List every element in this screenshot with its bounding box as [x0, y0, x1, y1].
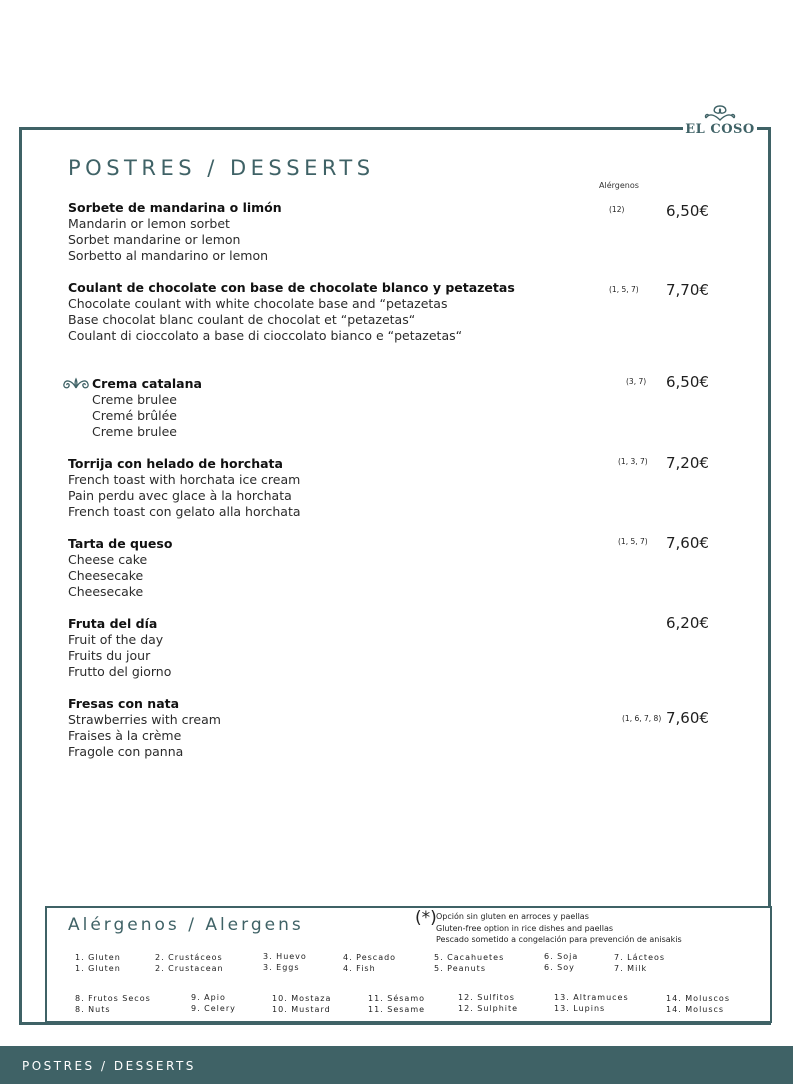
item-price: 7,20€ [666, 454, 709, 472]
item-translation: Base chocolat blanc coulant de chocolat et “petazetas“ [68, 312, 416, 327]
item-name: Torrija con helado de horchata [68, 456, 283, 471]
menu-item [68, 616, 171, 680]
item-translation: Cremé brûlée [92, 408, 177, 423]
item-price: 7,70€ [666, 281, 709, 299]
allergen-entry: 12. Sulfitos 12. Sulphite [458, 993, 519, 1013]
menu-item [68, 280, 515, 344]
item-translation: Pain perdu avec glace à la horchata [68, 488, 292, 503]
flourish-icon [59, 376, 93, 396]
item-allergens: (1, 6, 7, 8) [622, 714, 662, 723]
item-translation: Fruits du jour [68, 648, 151, 663]
item-translation: Fragole con panna [68, 744, 184, 759]
item-price: 6,50€ [666, 373, 709, 391]
item-price: 6,20€ [666, 614, 709, 632]
logo-flourish-icon [700, 104, 740, 124]
allergen-entry: 1. Gluten 1. Gluten [75, 953, 121, 973]
page-title: POSTRES / DESSERTS [68, 156, 375, 180]
item-translation: Strawberries with cream [68, 712, 221, 727]
item-translation: Chocolate coulant with white chocolate base and “petazetas [68, 296, 448, 311]
allergen-entry: 13. Altramuces 13. Lupins [554, 993, 629, 1013]
item-price: 6,50€ [666, 202, 709, 220]
item-allergens: (12) [609, 205, 625, 214]
note-line: Gluten-free option in rice dishes and paellas [436, 923, 614, 933]
item-translation: Mandarin or lemon sorbet [68, 216, 230, 231]
note-line: Opción sin gluten en arroces y paellas [436, 912, 589, 921]
item-translation: Creme brulee [92, 392, 177, 407]
item-translation: Fruit of the day [68, 632, 164, 647]
allergens-column-header: Alérgenos [599, 181, 639, 190]
allergens-title: Alérgenos / Alergens [68, 915, 304, 935]
item-translation: Cheesecake [68, 568, 144, 583]
allergen-entry: 10. Mostaza 10. Mustard [272, 994, 332, 1014]
allergen-entry: 4. Pescado 4. Fish [343, 953, 397, 973]
item-name: Fresas con nata [68, 696, 180, 711]
item-price: 7,60€ [666, 709, 709, 727]
asterisk-note-marker: (*) [415, 908, 437, 928]
footer-title: POSTRES / DESSERTS [22, 1059, 196, 1073]
logo-text: EL COSO [685, 122, 755, 137]
item-name: Tarta de queso [68, 536, 173, 551]
item-price: 7,60€ [666, 534, 709, 552]
allergen-entry: 3. Huevo 3. Eggs [263, 952, 307, 972]
allergen-entry: 7. Lácteos 7. Milk [614, 953, 666, 973]
item-translation: French toast with horchata ice cream [68, 472, 301, 487]
item-translation: French toast con gelato alla horchata [68, 504, 301, 519]
item-translation: Cheesecake [68, 584, 144, 599]
menu-item [68, 200, 282, 264]
allergen-entry: 6. Soja 6. Soy [544, 952, 579, 972]
allergen-entry: 14. Moluscos 14. Moluscs [666, 994, 730, 1014]
menu-item [68, 536, 172, 600]
item-name: Coulant de chocolate con base de chocolate blanco y petazetas [68, 280, 515, 295]
allergen-entry: 9. Apio 9. Celery [191, 993, 236, 1013]
item-allergens: (1, 5, 7) [609, 285, 639, 294]
item-translation: Cheese cake [68, 552, 148, 567]
item-name: Fruta del día [68, 616, 158, 631]
allergens-notes [436, 911, 682, 946]
item-translation: Coulant di cioccolato a base di cioccolato bianco e “petazetas“ [68, 328, 463, 343]
menu-item [92, 376, 202, 440]
allergen-entry: 11. Sésamo 11. Sesame [368, 994, 426, 1014]
allergen-entry: 2. Crustáceos 2. Crustacean [155, 953, 224, 973]
item-translation: Sorbet mandarine or lemon [68, 232, 241, 247]
item-translation: Creme brulee [92, 424, 177, 439]
menu-item [68, 456, 301, 520]
allergen-entry: 8. Frutos Secos 8. Nuts [75, 994, 151, 1014]
item-allergens: (3, 7) [626, 377, 647, 386]
brand-logo [683, 104, 757, 150]
item-name: Sorbete de mandarina o limón [68, 200, 282, 215]
item-name: Crema catalana [92, 376, 202, 391]
allergen-entry: 5. Cacahuetes 5. Peanuts [434, 953, 505, 973]
item-translation: Sorbetto al mandarino or lemon [68, 248, 269, 263]
menu-item [68, 696, 221, 760]
item-translation: Fraises à la crème [68, 728, 182, 743]
item-allergens: (1, 3, 7) [618, 457, 648, 466]
item-translation: Frutto del giorno [68, 664, 172, 679]
item-allergens: (1, 5, 7) [618, 537, 648, 546]
note-line: Pescado sometido a congelación para prevención de anisakis [436, 935, 682, 944]
